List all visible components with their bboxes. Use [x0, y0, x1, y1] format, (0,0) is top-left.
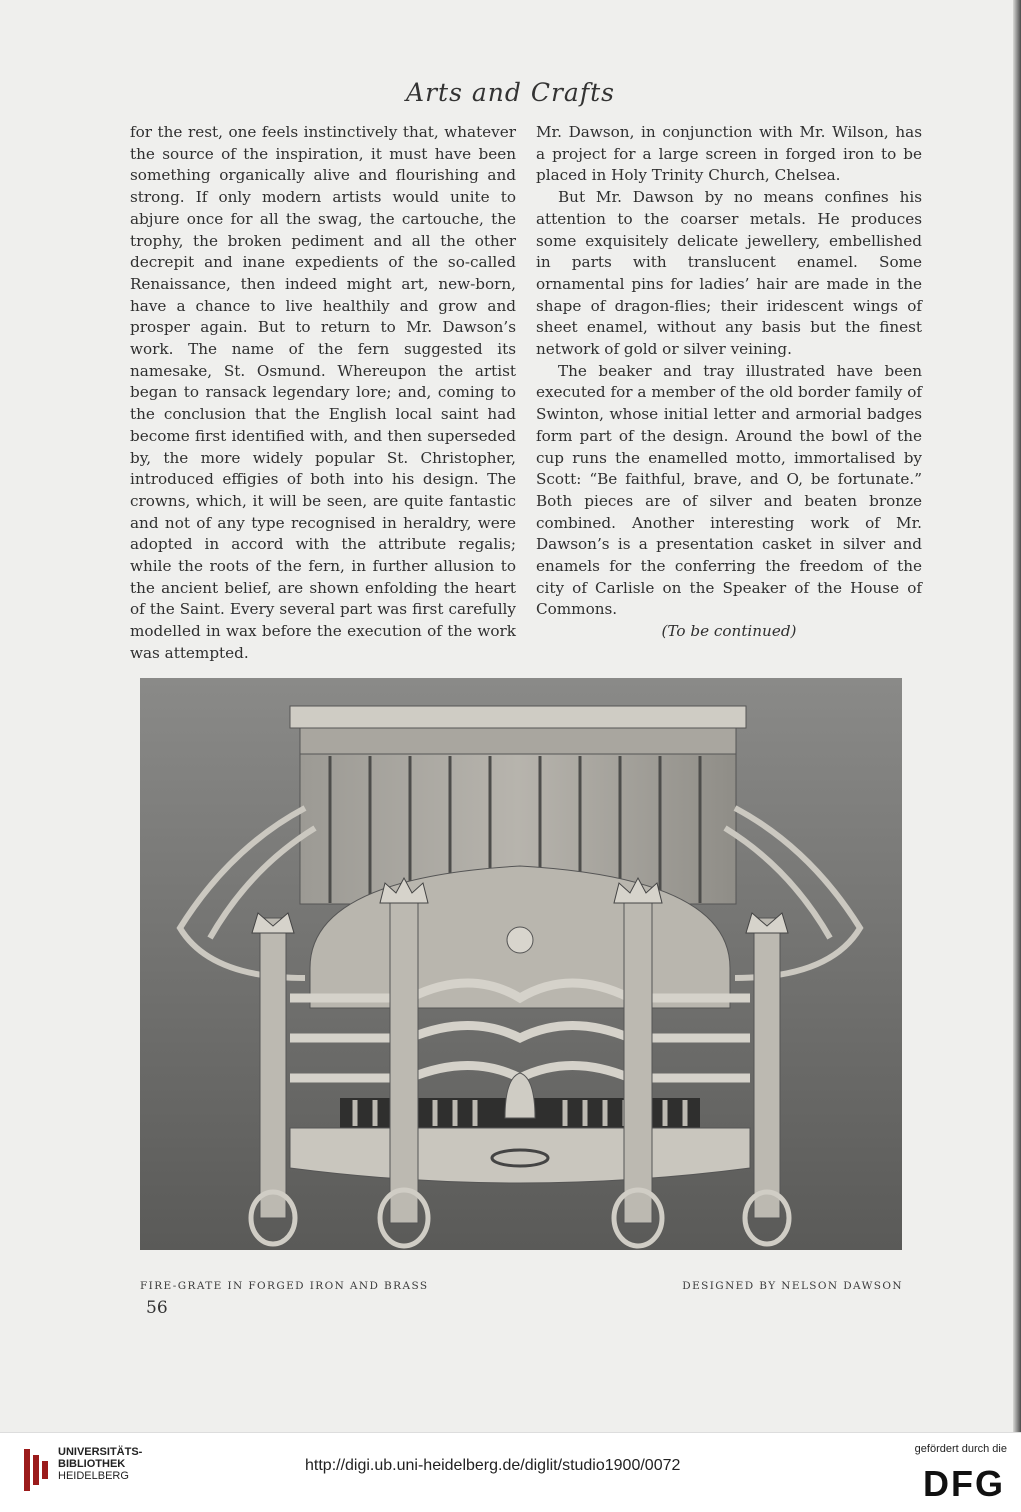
page-number: 56: [146, 1298, 168, 1318]
source-url-link[interactable]: http://digi.ub.uni-heidelberg.de/diglit/studio1900/0072: [305, 1457, 681, 1474]
library-line-1: UNIVERSITÄTS-: [58, 1446, 143, 1458]
left-paragraph-1: for the rest, one feels instinctively that, whatever the source of the inspiration, it must have been something organically alive and flourishing and strong. If only modern artists would unite to abjure once for all the swag, the cartouche, the trophy, the broken pediment and all the other decrepit and inane expedients of the so-called Renaissance, then indeed might art, new-born, have a chance to live healthily and grow and prosper again. But to return to Mr. Dawson’s work. The name of the fern suggested its namesake, St. Osmund. Whereupon the artist began to ransack legendary lore; and, coming to the conclusion that the English local saint had become first identified with, and then superseded by, the more widely popular St. Christopher, introduced effigies of both into his design. The crowns, which, it will be seen, are quite fantastic and not of any type recognised in heraldry, were adopted in accord with the attribute regalis; while the roots of the fern, in further allusion to the ancient belief, are shown enfolding the heart of the Saint. Every several part was first carefully modelled in wax before the execution of the work was attempted.: [130, 123, 516, 662]
digitization-footer: [0, 1432, 1021, 1512]
right-paragraph-2: But Mr. Dawson by no means confines his attention to the coarser metals. He produces some exquisitely delicate jewellery, embellished in parts with translucent enamel. Some ornamental pins for ladies’ hair are made in the shape of dragon-flies; their iridescent wings of sheet enamel, without any basis but the finest network of gold or silver veining.: [536, 188, 922, 359]
left-column: [130, 122, 516, 665]
right-paragraph-1: Mr. Dawson, in conjunction with Mr. Wilson, has a project for a large screen in forged iron to be placed in Holy Trinity Church, Chelsea.: [536, 123, 922, 185]
figure-caption-left: FIRE-GRATE IN FORGED IRON AND BRASS: [140, 1280, 429, 1292]
library-line-3: HEIDELBERG: [58, 1470, 129, 1482]
running-title: Arts and Crafts: [406, 78, 615, 107]
page-spine-shadow: [1013, 0, 1021, 1432]
right-paragraph-3: The beaker and tray illustrated have been executed for a member of the old border family of Swinton, whose initial letter and armorial badges form part of the design. Around the bowl of the cup runs the enamelled motto, immortalised by Scott: “Be faithful, brave, and O, be fortunate.” Both pieces are of silver and beaten bronze combined. Another interesting work of Mr. Dawson’s is a presentation casket in silver and enamels for the conferring the freedom of the city of Carlisle on the Speaker of the House of Commons.: [536, 361, 922, 619]
university-library-logo-icon: [22, 1447, 52, 1493]
fire-grate-photograph: [140, 678, 902, 1250]
right-column: [536, 122, 922, 643]
library-name: [58, 1446, 142, 1482]
continued-note: (To be continued): [661, 622, 797, 641]
library-line-2: BIBLIOTHEK: [58, 1458, 126, 1470]
dfg-logo: DFG: [923, 1463, 1005, 1504]
fire-grate-illustration: [140, 678, 902, 1250]
funding-note: gefördert durch die: [914, 1443, 1007, 1455]
figure-caption-right: DESIGNED BY NELSON DAWSON: [682, 1280, 903, 1292]
